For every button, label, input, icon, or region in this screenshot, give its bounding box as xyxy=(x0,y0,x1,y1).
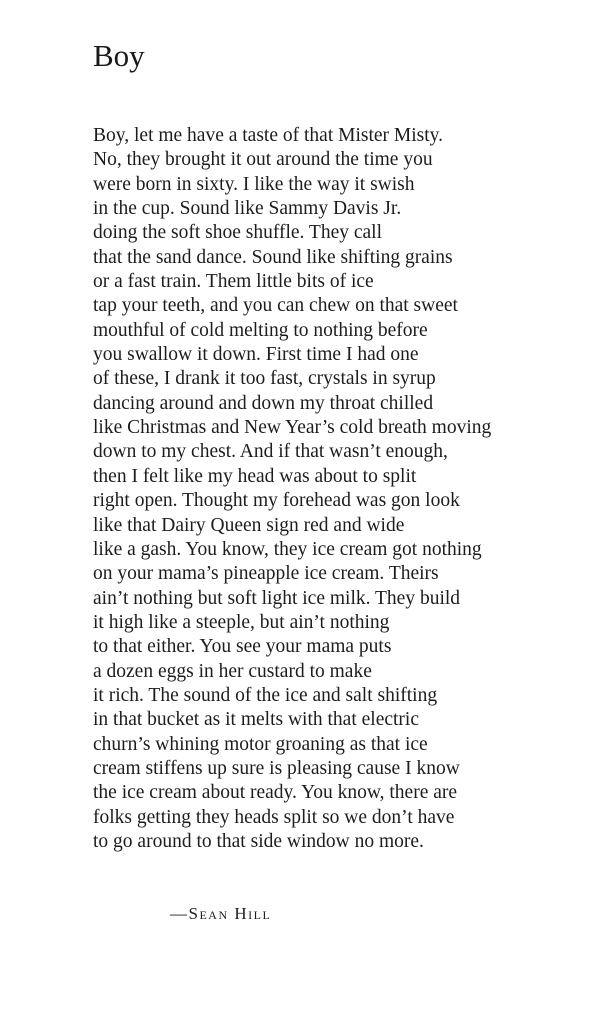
poem-line: right open. Thought my forehead was gon look xyxy=(93,490,460,512)
poem-line: like that Dairy Queen sign red and wide xyxy=(93,514,405,536)
poem-line: No, they brought it out around the time you xyxy=(93,149,433,171)
poem-line: in that bucket as it melts with that electric xyxy=(93,709,419,731)
poem-title: Boy xyxy=(93,38,145,73)
poem-line: cream stiffens up sure is pleasing cause I know xyxy=(93,757,460,779)
poem-line: were born in sixty. I like the way it swish xyxy=(93,173,415,195)
poem-line: to go around to that side window no more. xyxy=(93,830,424,852)
poem-line: that the sand dance. Sound like shifting grains xyxy=(93,246,453,268)
poem-line: you swallow it down. First time I had one xyxy=(93,344,419,366)
poem-line: dancing around and down my throat chilled xyxy=(93,392,434,414)
poem-line: or a fast train. Them little bits of ice xyxy=(93,271,374,293)
poem-attribution: —Sean Hill xyxy=(170,904,272,923)
poem-line: on your mama’s pineapple ice cream. Theirs xyxy=(93,563,439,585)
poem-line: then I felt like my head was about to split xyxy=(93,465,417,487)
poem-line: it rich. The sound of the ice and salt shifting xyxy=(93,684,438,706)
poem-line: folks getting they heads split so we don’t have xyxy=(93,806,455,828)
poem-line: it high like a steeple, but ain’t nothing xyxy=(93,611,390,633)
poem-line: the ice cream about ready. You know, there are xyxy=(93,782,458,804)
poem-line: like a gash. You know, they ice cream got nothing xyxy=(93,538,482,560)
poem-line: of these, I drank it too fast, crystals in syrup xyxy=(93,368,436,390)
poem-line: doing the soft shoe shuffle. They call xyxy=(93,222,383,244)
poem-line: a dozen eggs in her custard to make xyxy=(93,660,372,682)
poem-line: like Christmas and New Year’s cold breath moving xyxy=(93,417,492,439)
poem-line: in the cup. Sound like Sammy Davis Jr. xyxy=(93,198,402,220)
poem-body xyxy=(93,124,593,854)
poem-line: Boy, let me have a taste of that Mister Misty. xyxy=(93,125,444,146)
poem-line: churn’s whining motor groaning as that ice xyxy=(93,733,428,755)
poem-line: tap your teeth, and you can chew on that sweet xyxy=(93,295,458,317)
poem-line: to that either. You see your mama puts xyxy=(93,636,392,658)
poem-line: ain’t nothing but soft light ice milk. They build xyxy=(93,587,461,609)
poem-line: down to my chest. And if that wasn’t enough, xyxy=(93,441,448,463)
poem-line: mouthful of cold melting to nothing before xyxy=(93,319,428,341)
